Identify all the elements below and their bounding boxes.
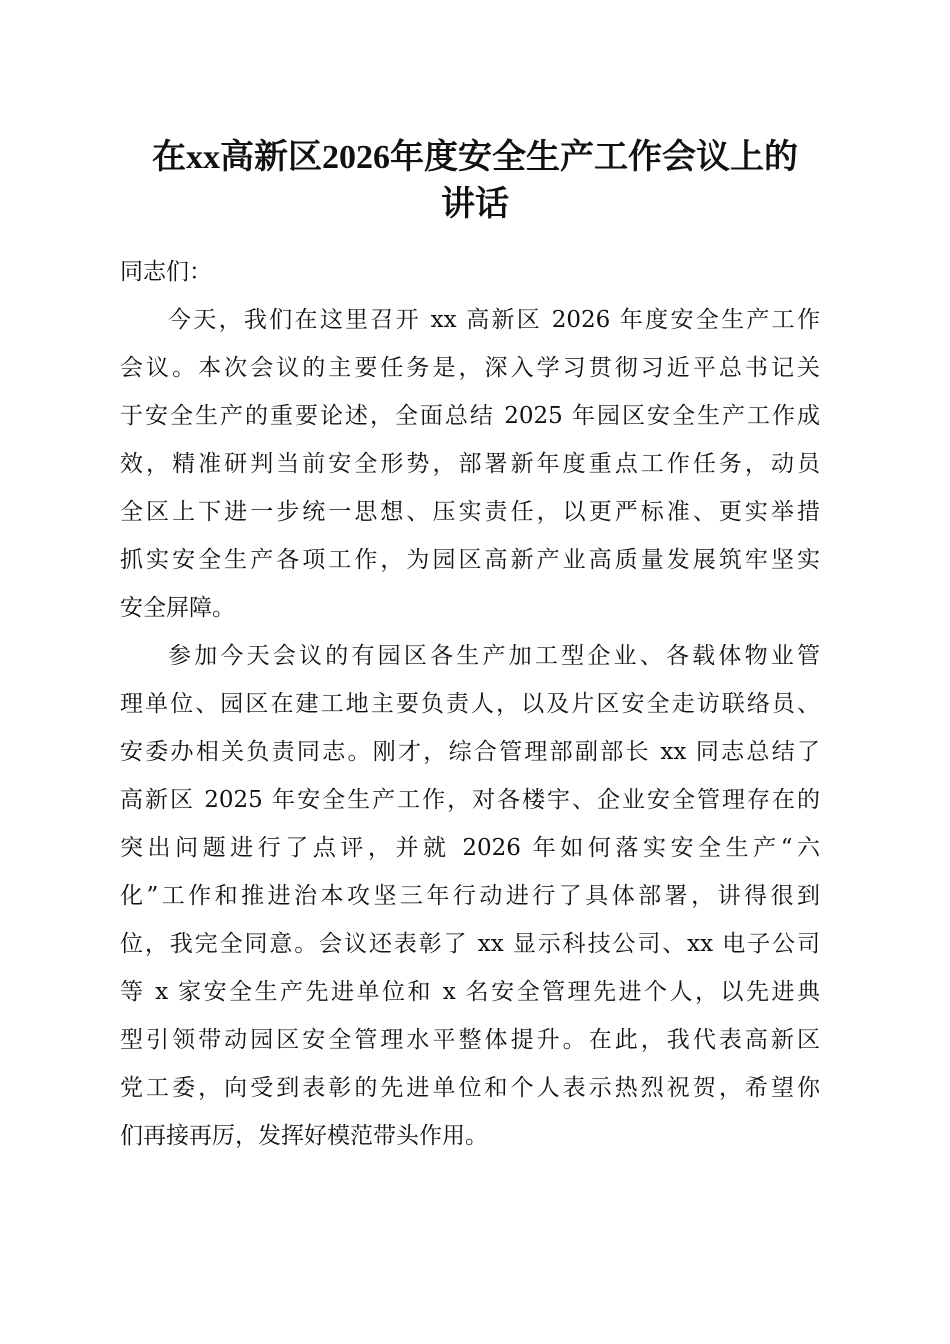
text-line: 抓实安全生产各项工作，为园区高新产业高质量发展筑牢坚实 [120, 547, 820, 573]
text-line: 突出问题进行了点评，并就 2026 年如何落实安全生产“六 [120, 835, 820, 861]
text-line: 参加今天会议的有园区各生产加工型企业、各载体物业管 [168, 643, 820, 669]
text-line: 安委办相关负责同志。刚才，综合管理部副部长 xx 同志总结了 [120, 739, 820, 765]
title-line: 讲话 [441, 186, 509, 223]
paragraph-1 [120, 296, 820, 632]
text-line: 们再接再厉，发挥好模范带头作用。 [120, 1123, 488, 1149]
text-line: 于安全生产的重要论述，全面总结 2025 年园区安全生产工作成 [120, 403, 820, 429]
salutation: 同志们： [120, 259, 212, 285]
document-body [120, 248, 820, 1160]
text-line: 效，精准研判当前安全形势，部署新年度重点工作任务，动员 [120, 451, 820, 477]
text-line: 安全屏障。 [120, 595, 235, 621]
text-line: 党工委，向受到表彰的先进单位和个人表示热烈祝贺，希望你 [120, 1075, 820, 1101]
title-line: 在xx高新区2026年度安全生产工作会议上的 [152, 139, 798, 176]
text-line: 型引领带动园区安全管理水平整体提升。在此，我代表高新区 [120, 1027, 820, 1053]
text-line: 等 x 家安全生产先进单位和 x 名安全管理先进个人，以先进典 [120, 979, 820, 1005]
paragraph-2 [120, 632, 820, 1160]
text-line: 全区上下进一步统一思想、压实责任，以更严标准、更实举措 [120, 499, 820, 525]
text-line: 位，我完全同意。会议还表彰了 xx 显示科技公司、xx 电子公司 [120, 931, 820, 957]
text-line: 化”工作和推进治本攻坚三年行动进行了具体部署，讲得很到 [120, 883, 820, 909]
text-line: 高新区 2025 年安全生产工作，对各楼宇、企业安全管理存在的 [120, 787, 820, 813]
text-line: 会议。本次会议的主要任务是，深入学习贯彻习近平总书记关 [120, 355, 820, 381]
document-title [100, 134, 850, 228]
text-line: 理单位、园区在建工地主要负责人，以及片区安全走访联络员、 [120, 691, 820, 717]
text-line: 今天，我们在这里召开 xx 高新区 2026 年度安全生产工作 [168, 307, 820, 333]
